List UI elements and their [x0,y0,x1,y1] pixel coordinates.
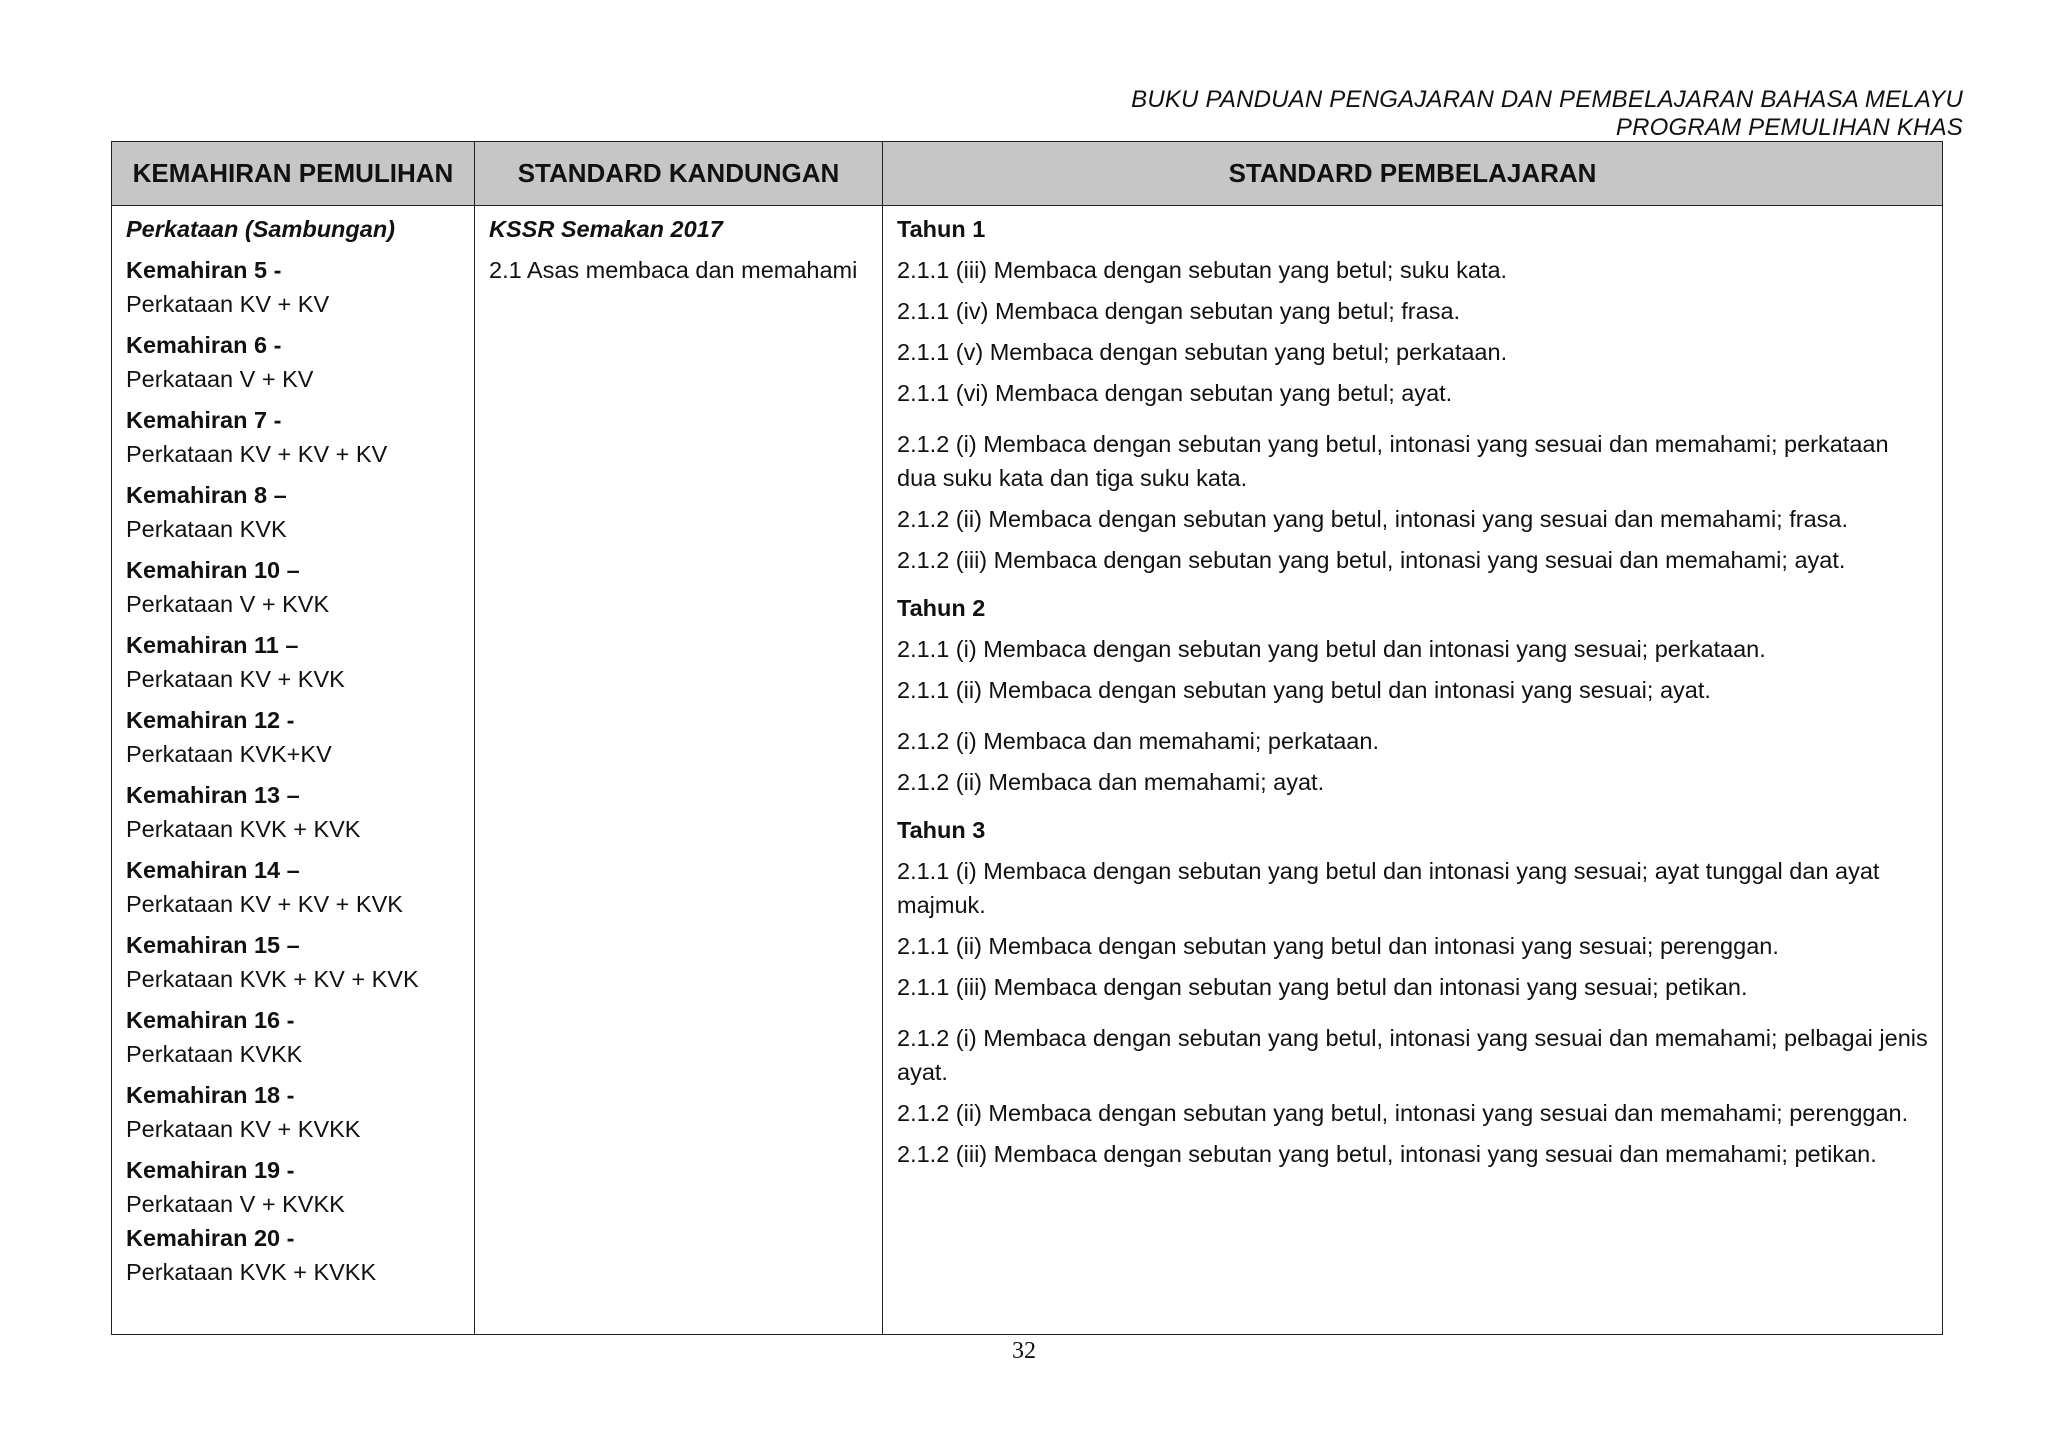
list-item [126,628,460,696]
column-header-kandungan: STANDARD KANDUNGAN [475,142,883,206]
standard-item: 2.1.1 (v) Membaca dengan sebutan yang betul; perkataan. [897,339,1508,365]
pembelajaran-cell [883,206,1943,1335]
kemahiran-desc: Perkataan KV + KVK [126,666,345,692]
table-row [112,206,1943,1335]
kemahiran-desc: Perkataan KVK [126,516,287,542]
list-item [126,1153,460,1221]
header-title: BUKU PANDUAN PENGAJARAN DAN PEMBELAJARAN BAHASA MELAYU [1131,86,1963,113]
kemahiran-title: Kemahiran 8 – [126,482,287,508]
standard-item: 2.1.1 (i) Membaca dengan sebutan yang betul dan intonasi yang sesuai; perkataan. [897,636,1766,662]
year-heading: Tahun 1 [897,216,986,242]
kandungan-text: 2.1 Asas membaca dan memahami [489,257,858,283]
kemahiran-desc: Perkataan KV + KV [126,291,330,317]
kemahiran-title: Kemahiran 14 – [126,857,300,883]
kemahiran-title: Kemahiran 16 - [126,1007,295,1033]
standard-item: 2.1.2 (ii) Membaca dengan sebutan yang betul, intonasi yang sesuai dan memahami; frasa. [897,506,1849,532]
kemahiran-title: Kemahiran 19 - [126,1157,295,1183]
standard-item: 2.1.1 (iv) Membaca dengan sebutan yang betul; frasa. [897,298,1461,324]
list-item [126,253,460,321]
list-item [126,553,460,621]
list-item [126,853,460,921]
kemahiran-list [126,253,460,1289]
standard-group [897,724,1928,799]
column-header-pembelajaran: STANDARD PEMBELAJARAN [883,142,1943,206]
kemahiran-desc: Perkataan KV + KV + KV [126,441,388,467]
standard-item: 2.1.2 (iii) Membaca dengan sebutan yang betul, intonasi yang sesuai dan memahami; ayat. [897,547,1846,573]
list-item [126,478,460,546]
kemahiran-title: Kemahiran 6 - [126,332,282,358]
standard-item: 2.1.1 (ii) Membaca dengan sebutan yang betul dan intonasi yang sesuai; perenggan. [897,933,1779,959]
kemahiran-desc: Perkataan KVK + KV + KVK [126,966,419,992]
standard-group [897,854,1928,1004]
kemahiran-title: Kemahiran 11 – [126,632,299,658]
kemahiran-title: Kemahiran 5 - [126,257,282,283]
list-item [126,1003,460,1071]
kemahiran-title: Kemahiran 15 – [126,932,300,958]
standard-item: 2.1.1 (iii) Membaca dengan sebutan yang betul dan intonasi yang sesuai; petikan. [897,974,1748,1000]
kemahiran-desc: Perkataan KV + KVKK [126,1116,361,1142]
standard-item: 2.1.2 (ii) Membaca dengan sebutan yang betul, intonasi yang sesuai dan memahami; perenggan. [897,1100,1909,1126]
kemahiran-desc: Perkataan V + KVKK [126,1191,345,1217]
kemahiran-cell [112,206,475,1335]
standard-item: 2.1.1 (vi) Membaca dengan sebutan yang betul; ayat. [897,380,1453,406]
header-subtitle: PROGRAM PEMULIHAN KHAS [1615,114,1963,141]
list-item [126,778,460,846]
kemahiran-desc: Perkataan KVK + KVK [126,816,361,842]
kemahiran-title: Kemahiran 13 – [126,782,300,808]
kemahiran-desc: Perkataan V + KVK [126,591,330,617]
standard-group [897,427,1928,577]
year-heading: Tahun 2 [897,595,986,621]
page-number: 32 [1012,1338,1036,1364]
list-item [126,328,460,396]
standard-group [897,1021,1928,1171]
pembelajaran-list [883,206,1942,1171]
kemahiran-title: Kemahiran 10 – [126,557,300,583]
list-item [126,1078,460,1146]
kemahiran-desc: Perkataan KVKK [126,1041,303,1067]
kandungan-cell [475,206,883,1335]
kemahiran-desc: Perkataan KV + KV + KVK [126,891,403,917]
kemahiran-desc: Perkataan V + KV [126,366,314,392]
standard-group [897,632,1928,707]
kemahiran-title: Kemahiran 7 - [126,407,282,433]
list-item [126,1221,460,1289]
standard-item: 2.1.2 (i) Membaca dengan sebutan yang betul, intonasi yang sesuai dan memahami; perkataan dua suku kata dan tiga suku kata. [897,431,1889,491]
kemahiran-title: Kemahiran 12 - [126,707,295,733]
kemahiran-title: Kemahiran 18 - [126,1082,295,1108]
document-header [1131,86,1963,142]
standard-item: 2.1.2 (iii) Membaca dengan sebutan yang betul, intonasi yang sesuai dan memahami; petikan. [897,1141,1877,1167]
list-item [126,403,460,471]
table-header-row [112,142,1943,206]
standard-item: 2.1.1 (iii) Membaca dengan sebutan yang betul; suku kata. [897,257,1508,283]
standard-item: 2.1.2 (i) Membaca dan memahami; perkataan. [897,728,1379,754]
standard-item: 2.1.1 (ii) Membaca dengan sebutan yang betul dan intonasi yang sesuai; ayat. [897,677,1711,703]
list-item [126,928,460,996]
standards-table [111,141,1943,1335]
kemahiran-heading: Perkataan (Sambungan) [126,216,396,242]
kemahiran-desc: Perkataan KVK + KVKK [126,1259,377,1285]
kemahiran-title: Kemahiran 20 - [126,1225,295,1251]
kandungan-heading: KSSR Semakan 2017 [489,216,723,242]
standard-group [897,253,1928,410]
column-header-kemahiran: KEMAHIRAN PEMULIHAN [112,142,475,206]
list-item [126,703,460,771]
standard-item: 2.1.2 (i) Membaca dengan sebutan yang betul, intonasi yang sesuai dan memahami; pelbagai jenis ayat. [897,1025,1928,1085]
standard-item: 2.1.2 (ii) Membaca dan memahami; ayat. [897,769,1325,795]
year-heading: Tahun 3 [897,817,986,843]
kemahiran-desc: Perkataan KVK+KV [126,741,332,767]
standard-item: 2.1.1 (i) Membaca dengan sebutan yang betul dan intonasi yang sesuai; ayat tunggal dan ayat majmuk. [897,858,1880,918]
